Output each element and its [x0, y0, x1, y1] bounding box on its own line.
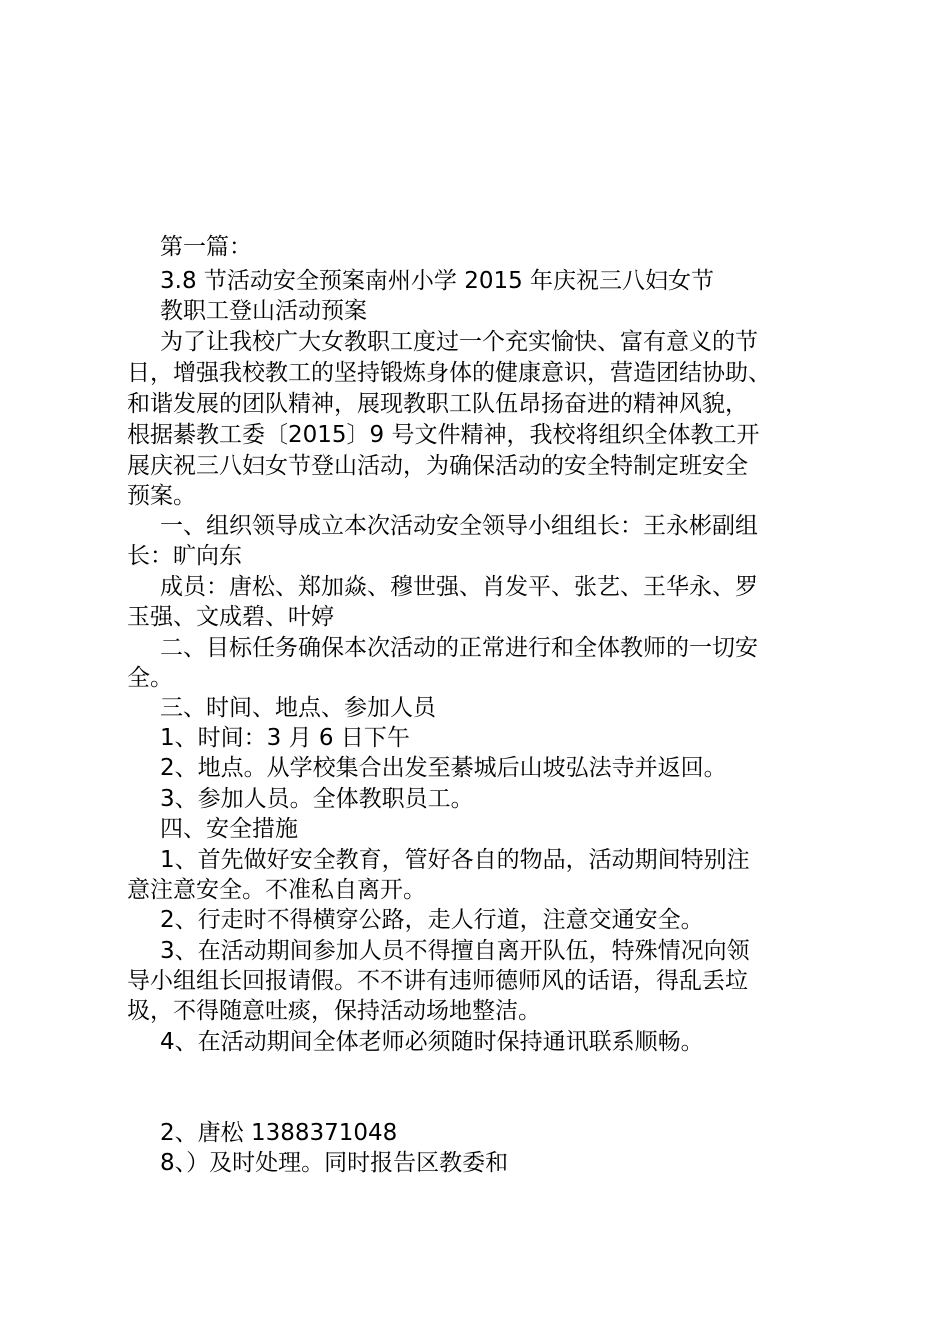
intro-line: 展庆祝三八妇女节登山活动，为确保活动的安全特制定班安全 — [127, 453, 748, 479]
section-2-line: 全。 — [127, 665, 173, 691]
time-item: 1、时间：3 月 6 日下午 — [160, 725, 410, 751]
intro-line: 和谐发展的团队精神，展现教职工队伍昂扬奋进的精神风貌， — [127, 391, 748, 417]
participants-item: 3、参加人员。全体教职员工。 — [160, 786, 474, 812]
section-1-line: 长：旷向东 — [127, 543, 242, 569]
title-line-1: 3.8 节活动安全预案南州小学 2015 年庆祝三八妇女节 — [160, 268, 715, 294]
measure-3-line: 3、在活动期间参加人员不得擅自离开队伍，特殊情况向领 — [160, 938, 750, 964]
section-1-line: 一、组织领导成立本次活动安全领导小组组长：王永彬副组 — [160, 513, 758, 539]
section-4-title: 四、安全措施 — [160, 816, 298, 842]
intro-line: 为了让我校广大女教职工度过一个充实愉快、富有意义的节 — [160, 329, 758, 355]
measure-1-line: 意注意安全。不准私自离开。 — [127, 877, 426, 903]
measure-2: 2、行走时不得横穿公路，走人行道，注意交通安全。 — [160, 907, 704, 933]
measure-1-line: 1、首先做好安全教育，管好各自的物品，活动期间特别注 — [160, 847, 750, 873]
section-2-line: 二、目标任务确保本次活动的正常进行和全体教师的一切安 — [160, 635, 758, 661]
heading: 第一篇： — [160, 234, 252, 260]
members-line: 成员：唐松、郑加焱、穆世强、肖发平、张艺、王华永、罗 — [160, 574, 758, 600]
fragment-line: 8、）及时处理。同时报告区教委和 — [160, 1150, 509, 1176]
intro-line: 预案。 — [127, 483, 196, 509]
contact-line: 2、唐松 1388371048 — [160, 1120, 398, 1146]
members-line: 玉强、文成碧、叶婷 — [127, 604, 334, 630]
place-item: 2、地点。从学校集合出发至綦城后山坡弘法寺并返回。 — [160, 755, 727, 781]
title-line-2: 教职工登山活动预案 — [160, 298, 367, 324]
intro-line: 日，增强我校教工的坚持锻炼身体的健康意识，营造团结协助、 — [127, 360, 771, 386]
intro-line: 根据綦教工委〔2015〕9 号文件精神，我校将组织全体教工开 — [127, 422, 760, 448]
measure-4: 4、在活动期间全体老师必须随时保持通讯联系顺畅。 — [160, 1029, 704, 1055]
measure-3-line: 导小组组长回报请假。不不讲有违师德师风的话语，得乱丢垃 — [127, 968, 748, 994]
measure-3-line: 圾，不得随意吐痰，保持活动场地整洁。 — [127, 998, 541, 1024]
section-3-title: 三、时间、地点、参加人员 — [160, 695, 436, 721]
